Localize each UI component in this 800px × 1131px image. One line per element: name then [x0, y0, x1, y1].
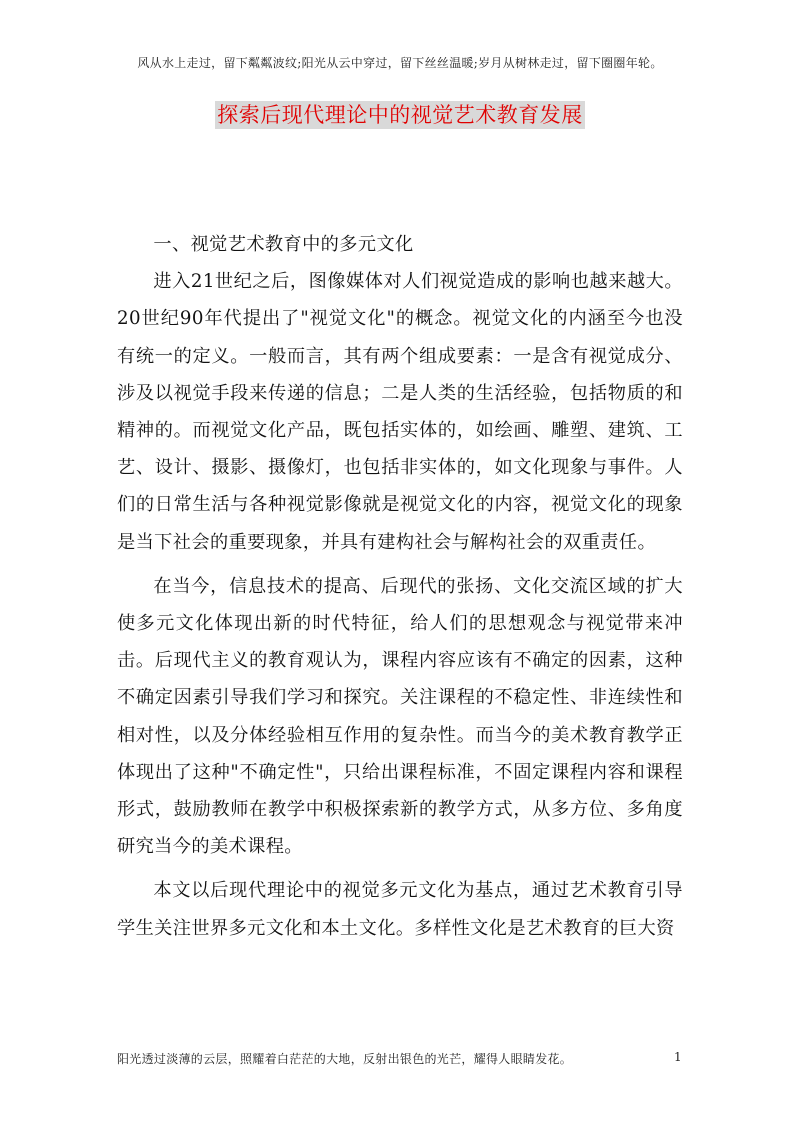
page-footer-text: 阳光透过淡薄的云层，照耀着白茫茫的大地，反射出银色的光芒，耀得人眼睛发花。: [117, 1052, 573, 1066]
document-title: 探索后现代理论中的视觉艺术教育发展: [217, 103, 583, 127]
document-body: [117, 226, 683, 947]
section-heading: 一、视觉艺术教育中的多元文化: [153, 234, 414, 255]
body-paragraph-3: 本文以后现代理论中的视觉多元文化为基点，通过艺术教育引导学生关注世界多元文化和本土文化。多样性文化是艺术教育的巨大资: [117, 880, 683, 939]
body-paragraph-2: 在当今，信息技术的提高、后现代的张扬、文化交流区域的扩大使多元文化体现出新的时代特征，给人们的思想观念与视觉带来冲击。后现代主义的教育观认为，课程内容应该有不确定的因素，这种不确定因素引导我们学习和探究。关注课程的不稳定性、非连续性和相对性，以及分体经验相互作用的复杂性。而当今的美术教育教学正体现出了这种"不确定性"，只给出课程标准，不固定课程内容和课程形式，鼓励教师在教学中积极探索新的教学方式，从多方位、多角度研究当今的美术课程。: [117, 575, 683, 858]
page-number: 1: [674, 1050, 682, 1064]
page-header-text: 风从水上走过，留下粼粼波纹;阳光从云中穿过，留下丝丝温暖;岁月从树林走过，留下圈圈年轮。: [137, 56, 663, 70]
title-container: [0, 101, 800, 129]
body-paragraph-1: 进入21世纪之后，图像媒体对人们视觉造成的影响也越来越大。20世纪90年代提出了"视觉文化"的概念。视觉文化的内涵至今也没有统一的定义。一般而言，其有两个组成要素：一是含有视觉成分、涉及以视觉手段来传递的信息；二是人类的生活经验，包括物质的和精神的。而视觉文化产品，既包括实体的，如绘画、雕塑、建筑、工艺、设计、摄影、摄像灯，也包括非实体的，如文化现象与事件。人们的日常生活与各种视觉影像就是视觉文化的内容，视觉文化的现象是当下社会的重要现象，并具有建构社会与解构社会的双重责任。: [117, 271, 683, 553]
